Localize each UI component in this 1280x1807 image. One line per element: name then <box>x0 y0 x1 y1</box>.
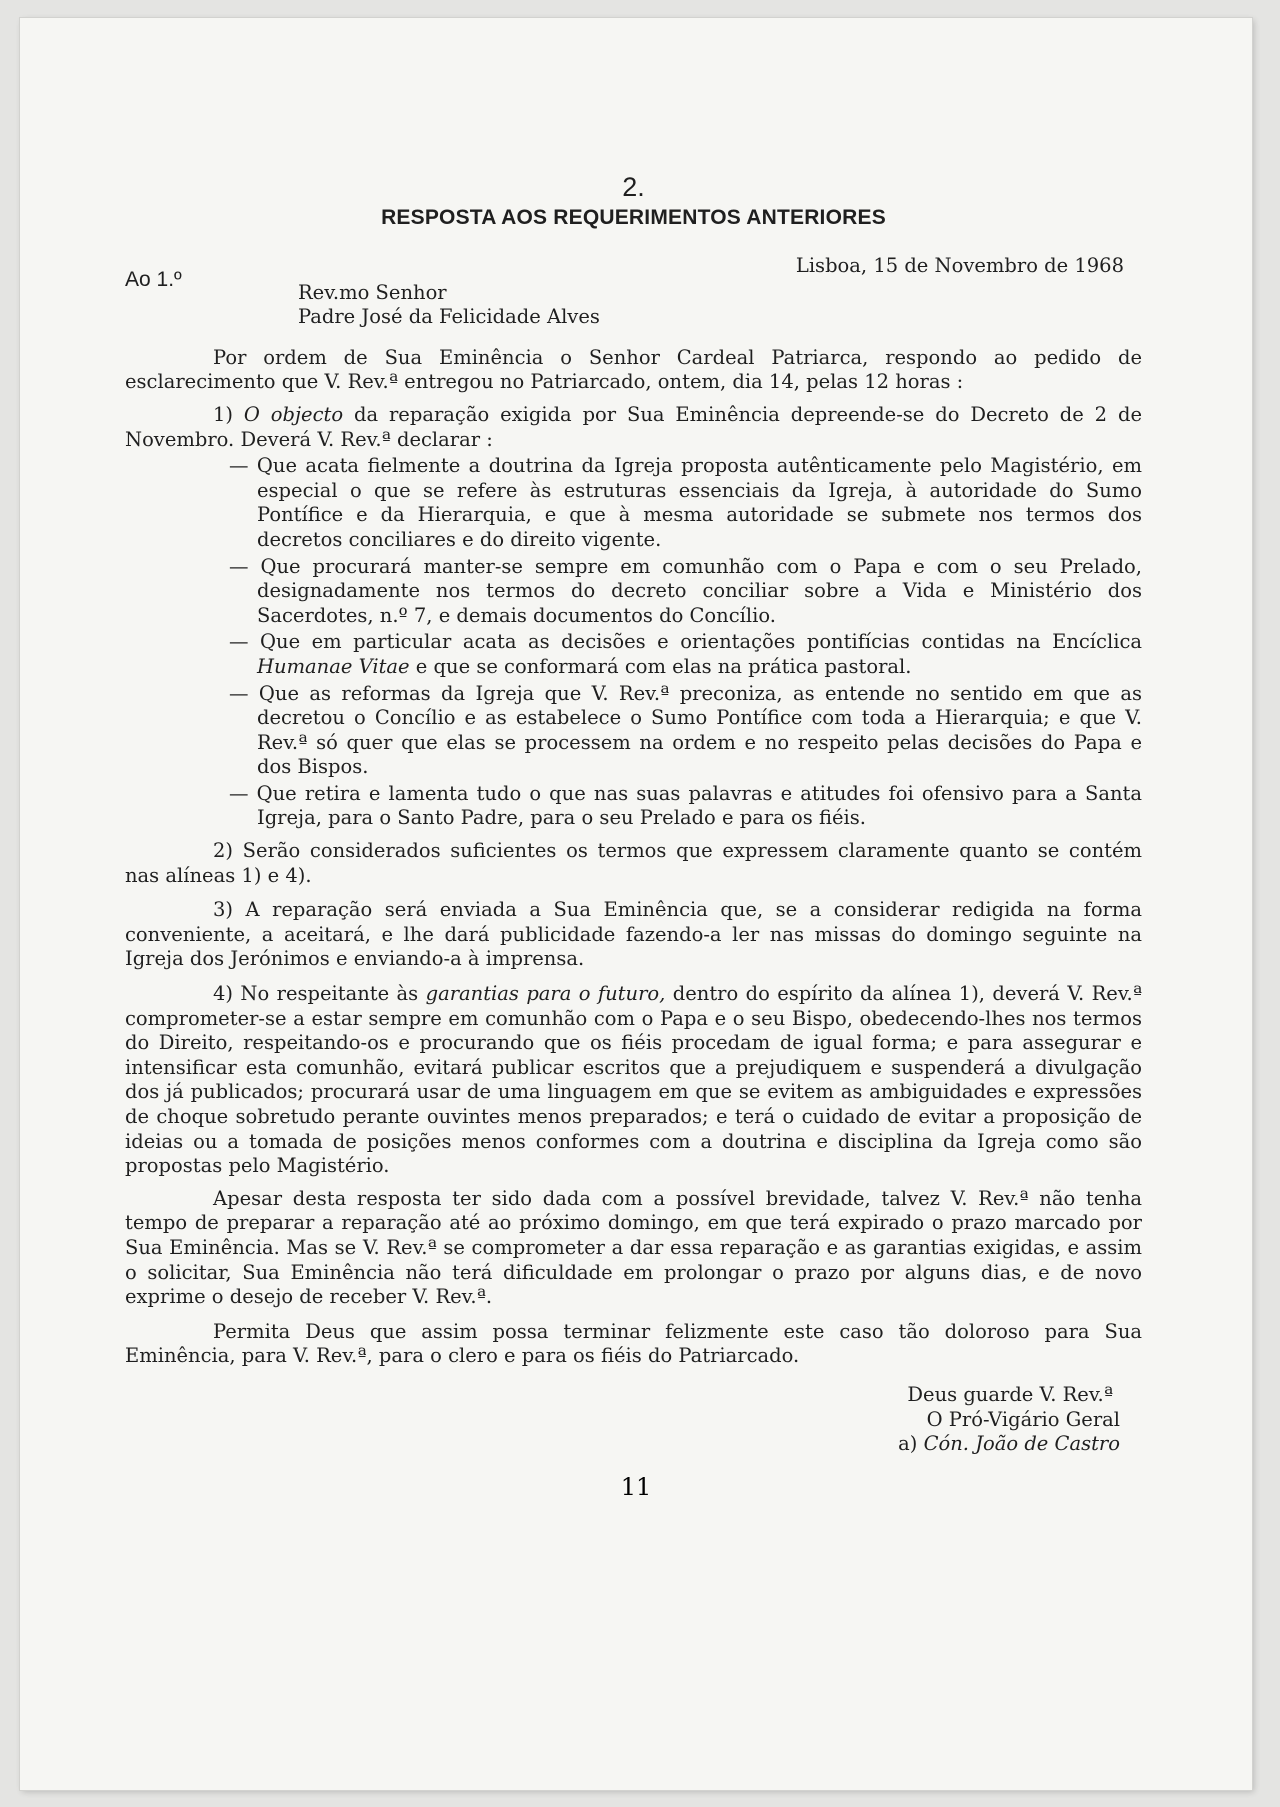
section-heading: RESPOSTA AOS REQUERIMENTOS ANTERIORES <box>381 206 886 229</box>
dash-item <box>229 630 1142 679</box>
signer-line <box>125 1432 1120 1457</box>
addressee: Padre José da Felicidade Alves <box>298 305 600 329</box>
item-4-text-b: dentro do espírito da alínea 1), deverá V. Rev.ª comprometer-se a estar sempre em comunhão com o Papa e o seu Bispo, obedecendo-lhes nos termos do Direito, respeitando-os e procurando que os fiéis procedam de igual forma; e para assegurar e intensificar esta comunhão, evitará publicar escritos que a prejudiquem e suspenderá a divulgação dos já publicados; procurará usar de uma linguagem em que se evitem as ambiguidades e expressões de choque sobretudo perante ouvintes menos preparados; e terá o cuidado de evitar a proposição de ideias ou a tomada de posições menos conformes com a doutrina e disciplina da Igreja como são propostas pelo Magistério. <box>125 982 1142 1178</box>
item-1-number: 1) <box>213 402 234 426</box>
section-number: 2. <box>622 172 645 202</box>
dash-item: — Que procurará manter-se sempre em comunhão com o Papa e com o seu Prelado, designadamente nos termos do decreto conciliar sobre a Vida e Ministério dos Sacerdotes, n.º 7, e demais documentos do Concílio. <box>229 554 1142 627</box>
item-3: 3) A reparação será enviada a Sua Eminência que, se a considerar redigida na forma conveniente, a aceitará, e lhe dará publicidade fazendo-a ler nas missas do domingo seguinte na Igreja dos Jerónimos e enviando-a à imprensa. <box>125 898 1142 971</box>
paragraph-permita: Permita Deus que assim possa terminar felizmente este caso tão doloroso para Sua Eminência, para V. Rev.ª, para o clero e para os fiéis do Patriarcado. <box>125 1319 1142 1368</box>
signer-prefix: a) <box>898 1432 918 1456</box>
date-line: Lisboa, 15 de Novembro de 1968 <box>795 254 1124 277</box>
document-page <box>20 18 1252 1790</box>
intro-paragraph: Por ordem de Sua Eminência o Senhor Cardeal Patriarca, respondo ao pedido de esclarecimento que V. Rev.ª entregou no Patriarcado, ontem, dia 14, pelas 12 horas : <box>125 345 1142 394</box>
dash-3-text-a: — Que em particular acata as decisões e orientações pontifícias contidas na Encíclica <box>229 630 1142 654</box>
signer-title: O Pró-Vigário Geral <box>926 1407 1120 1431</box>
item-4-text-a: 4) No respeitante às <box>213 982 419 1006</box>
dash-item: — Que acata fielmente a doutrina da Igreja proposta autênticamente pelo Magistério, em especial o que se refere às estruturas essenciais da Igreja, à autoridade do Sumo Pontífice e da Hierarquia, e que à mesma autoridade se submete nos termos dos decretos conciliares e do direito vigente. <box>229 454 1142 551</box>
paragraph-apesar: Apesar desta resposta ter sido dada com a possível brevidade, talvez V. Rev.ª não tenha tempo de preparar a reparação até ao próximo domingo, em que terá expirado o prazo marcado por Sua Eminência. Mas se V. Rev.ª se comprometer a dar essa reparação e as garantias exigidas, e assim o solicitar, Sua Eminência não terá dificuldade em prolongar o prazo por alguns dias, e de novo exprime o desejo de receber V. Rev.ª. <box>125 1186 1142 1309</box>
item-1 <box>125 403 1142 452</box>
address-block <box>298 281 1142 330</box>
item-4-emphasis: garantias para o futuro, <box>425 982 666 1006</box>
signature-block <box>125 1383 1142 1457</box>
dash-item: — Que as reformas da Igreja que V. Rev.ª preconiza, as entende no sentido em que as decretou o Concílio e as estabelece o Sumo Pontífice com toda a Hierarquia; e que V. Rev.ª só quer que elas se processem na ordem e no respeito pelas decisões do Papa e dos Bispos. <box>229 681 1142 779</box>
item-2: 2) Serão considerados suficientes os termos que expressem claramente quanto se contém nas alíneas 1) e 4). <box>125 839 1142 887</box>
page-number: 11 <box>620 1473 652 1501</box>
encyclical-title: Humanae Vitae <box>257 654 410 678</box>
dash-item: — Que retira e lamenta tudo o que nas suas palavras e atitudes foi ofensivo para a Santa Igreja, para o Santo Padre, para o seu Prelado e para os fiéis. <box>229 781 1142 830</box>
closing-line: Deus guarde V. Rev.ª <box>907 1382 1113 1406</box>
document-body <box>125 170 1142 1457</box>
item-1-text: da reparação exigida por Sua Eminência depreende-se do Decreto de 2 de Novembro. Deverá V. Rev.ª declarar : <box>125 402 1142 451</box>
dash-3-text-b: e que se conformará com elas na prática pastoral. <box>415 654 912 678</box>
item-4 <box>125 982 1142 1179</box>
item-1-emphasis: O objecto <box>243 402 344 426</box>
signer-name: Cón. João de Castro <box>923 1432 1120 1456</box>
recipient-reference: Ao 1.º <box>125 268 182 291</box>
salutation: Rev.mo Senhor <box>298 280 447 304</box>
letter-body <box>125 346 1142 1369</box>
